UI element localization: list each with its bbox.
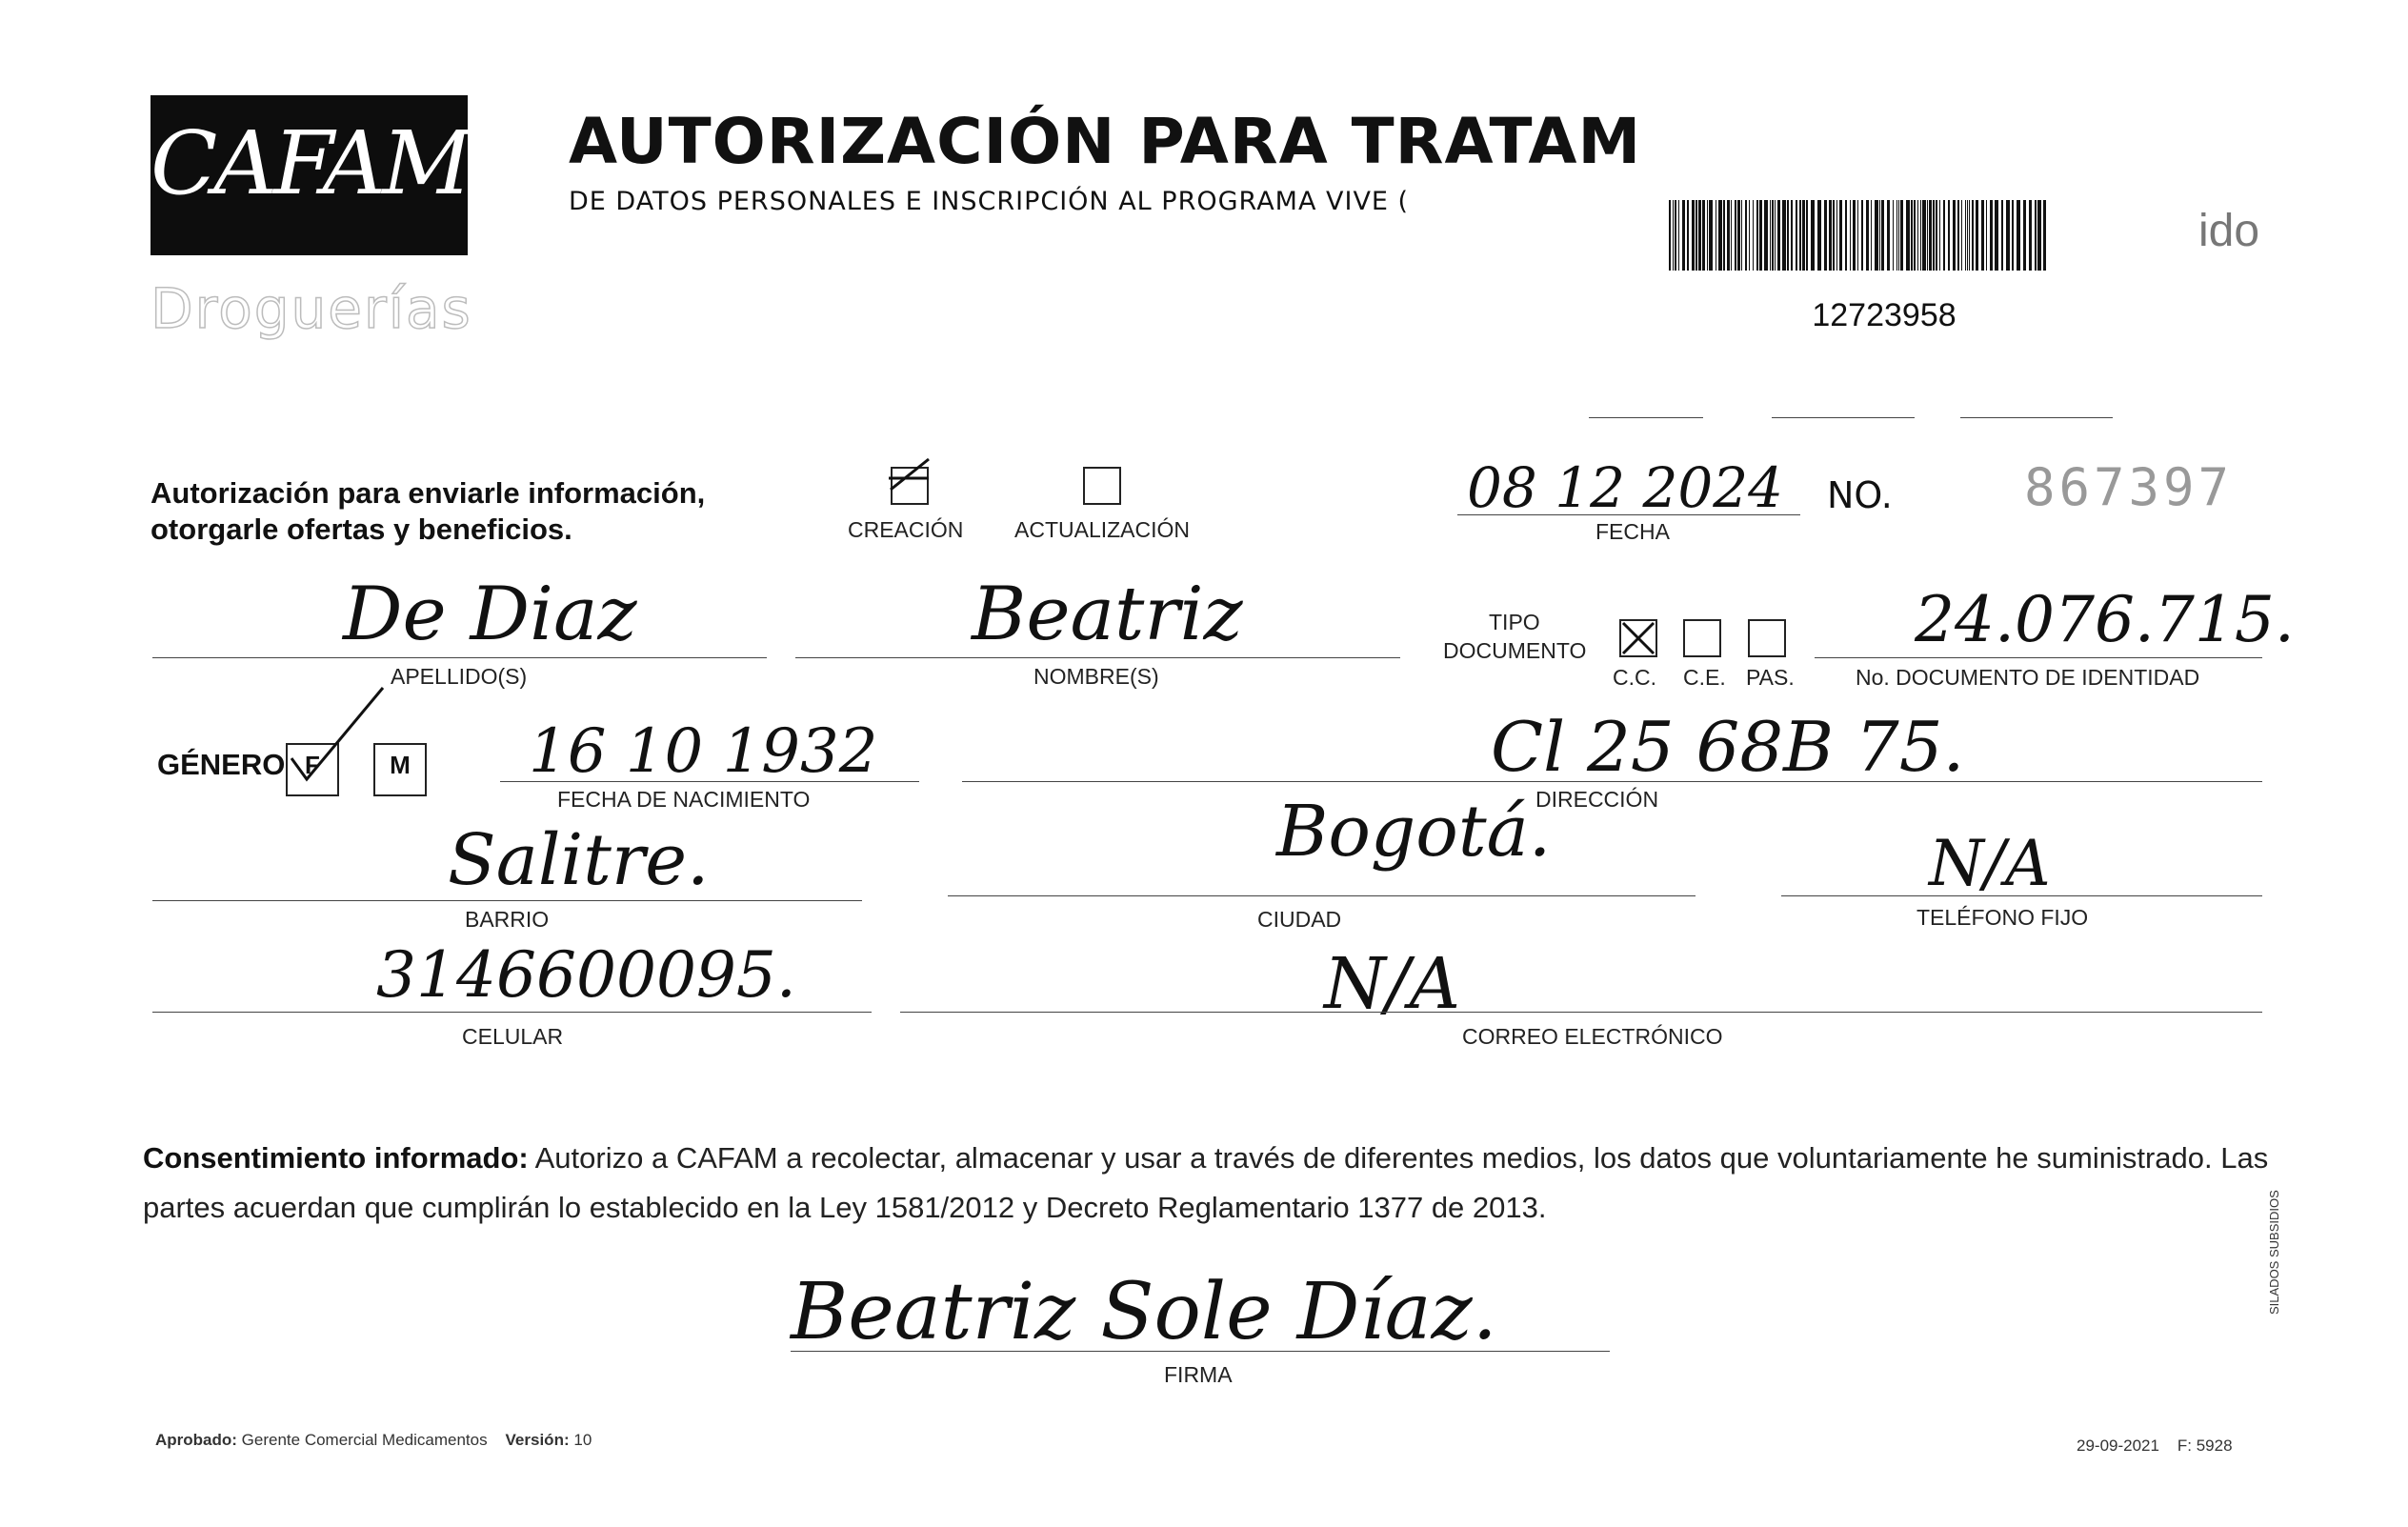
barcode-bar [1687, 200, 1689, 271]
barcode-bar [1995, 200, 1998, 271]
ciudad-label: CIUDAD [1257, 907, 1342, 932]
ce-label: C.E. [1683, 665, 1726, 690]
barcode-bar [1969, 200, 1970, 271]
barcode-bar [2035, 200, 2037, 271]
no-label: NO. [1827, 474, 1893, 516]
cafam-logo: CAFAM [150, 112, 469, 214]
consent-text: Autorizo a CAFAM a recolectar, almacenar y usar a través de diferentes medios, los datos que voluntariamente he suministrado. Las partes acuerdan que cumplirán lo establecido en la Ley 1581/2012 y Decreto Reglamentario 1377 de 2013. [143, 1141, 2269, 1224]
barcode-bar [1961, 200, 1962, 271]
barcode-bar [1853, 200, 1856, 271]
correo-label: CORREO ELECTRÓNICO [1462, 1024, 1723, 1049]
barcode-bar [1753, 200, 1754, 271]
barcode-bar [1741, 200, 1742, 271]
barcode-bar [1770, 200, 1771, 271]
fecha-line [1457, 514, 1800, 515]
actualizacion-checkbox[interactable] [1083, 467, 1121, 505]
nombre-line [795, 657, 1400, 658]
barcode-bar [1775, 200, 1776, 271]
barcode-bar [1707, 200, 1708, 271]
barcode-bar [2037, 200, 2041, 271]
barcode-bar [1906, 200, 1910, 271]
correo-value: N/A [1324, 943, 1461, 1025]
barcode-bar [1861, 200, 1863, 271]
barcode-bar [1787, 200, 1789, 271]
barcode-bar [1799, 200, 1801, 271]
tipo-documento-label-1: TIPO [1489, 610, 1540, 634]
correo-line [900, 1012, 2262, 1013]
celular-label: CELULAR [462, 1024, 564, 1049]
barcode-bar [1673, 200, 1674, 271]
x-mark-icon [1619, 619, 1657, 657]
barcode-bar [1824, 200, 1827, 271]
barcode [1669, 200, 2048, 271]
barcode-bar [1936, 200, 1937, 271]
barcode-bar [2043, 200, 2046, 271]
barcode-bar [1833, 200, 1835, 271]
signature-line [791, 1351, 1610, 1352]
tipo-documento-label-2: DOCUMENTO [1443, 638, 1587, 663]
barcode-bar [1900, 200, 1903, 271]
form-subtitle: DE DATOS PERSONALES E INSCRIPCIÓN AL PROGRAMA VIVE ( [569, 187, 1410, 216]
documento-line [1815, 657, 2262, 658]
ce-checkbox[interactable] [1683, 619, 1721, 657]
creacion-checkbox[interactable] [891, 467, 929, 505]
barcode-bar [1731, 200, 1732, 271]
barcode-bar [1917, 200, 1918, 271]
barcode-bar [1981, 200, 1984, 271]
direccion-line [962, 781, 2262, 782]
nacimiento-line [500, 781, 919, 782]
barcode-bar [2001, 200, 2003, 271]
barcode-bar [1727, 200, 1730, 271]
barcode-bar [1857, 200, 1858, 271]
aprobado-label: Aprobado: [155, 1431, 237, 1449]
pas-checkbox[interactable] [1748, 619, 1786, 657]
header-rule [1960, 417, 2113, 418]
barcode-bar [1782, 200, 1786, 271]
barcode-bar [1939, 200, 1940, 271]
cc-label: C.C. [1613, 665, 1656, 690]
pas-label: PAS. [1746, 665, 1795, 690]
genero-label: GÉNERO [157, 748, 286, 781]
barcode-bar [1756, 200, 1758, 271]
footer-date: 29-09-2021 [2077, 1437, 2159, 1455]
barcode-bar [1972, 200, 1974, 271]
barcode-bar [1871, 200, 1872, 271]
barcode-bar [1896, 200, 1897, 271]
version-value: 10 [573, 1431, 592, 1449]
barcode-bar [1682, 200, 1685, 271]
documento-label: No. DOCUMENTO DE IDENTIDAD [1856, 665, 2200, 690]
fecha-value: 08 12 2024 [1467, 455, 1784, 520]
barcode-bar [1745, 200, 1747, 271]
barcode-bar [1845, 200, 1847, 271]
cc-checkbox[interactable] [1619, 619, 1657, 657]
barcode-bar [1866, 200, 1869, 271]
barcode-bar [1764, 200, 1768, 271]
telefono-label: TELÉFONO FIJO [1916, 905, 2089, 930]
actualizacion-label: ACTUALIZACIÓN [1014, 517, 1191, 542]
telefono-line [1781, 895, 2262, 896]
ciudad-value: Bogotá. [1276, 791, 1552, 873]
barcode-bar [1759, 200, 1762, 271]
signature-label: FIRMA [1164, 1362, 1233, 1387]
apellido-value: De Diaz [343, 572, 637, 657]
barcode-bar [2006, 200, 2010, 271]
header-rule [1589, 417, 1703, 418]
barcode-bar [1791, 200, 1793, 271]
barcode-bar [1796, 200, 1797, 271]
aprobado-value: Gerente Comercial Medicamentos [241, 1431, 488, 1449]
nacimiento-value: 16 10 1932 [529, 716, 878, 787]
barcode-bar [1709, 200, 1713, 271]
barcode-bar [1967, 200, 1968, 271]
checkmark-icon [881, 452, 938, 509]
barcode-bar [1943, 200, 1945, 271]
barcode-bar [1914, 200, 1916, 271]
genero-f-label: F [305, 751, 320, 779]
barcode-bar [1829, 200, 1832, 271]
logo-subtitle: Droguerías [150, 276, 472, 341]
barrio-line [152, 900, 862, 901]
side-text: SILADOS SUBSIDIOS [2267, 1190, 2281, 1315]
barcode-bar [1976, 200, 1978, 271]
apellido-line [152, 657, 767, 658]
form-number: 867397 [2024, 457, 2234, 517]
barcode-bar [1836, 200, 1837, 271]
header-rule [1772, 417, 1915, 418]
barcode-bar [1957, 200, 1959, 271]
authorization-heading-2: otorgarle ofertas y beneficios. [150, 512, 572, 546]
barrio-value: Salitre. [448, 819, 710, 901]
barcode-bar [1811, 200, 1815, 271]
barcode-bar [1965, 200, 1966, 271]
barcode-bar [1817, 200, 1821, 271]
barcode-bar [1929, 200, 1932, 271]
consent-heading: Consentimiento informado: [143, 1141, 529, 1175]
barcode-bar [1986, 200, 1987, 271]
ciudad-line [948, 895, 1696, 896]
genero-f-checkbox[interactable] [286, 743, 339, 796]
direccion-label: DIRECCIÓN [1535, 787, 1659, 812]
barcode-bar [1933, 200, 1935, 271]
barcode-bar [1953, 200, 1956, 271]
barcode-bar [1696, 200, 1697, 271]
celular-line [152, 1012, 872, 1013]
barcode-bar [1698, 200, 1701, 271]
barcode-number: 12723958 [1812, 297, 1956, 333]
barcode-bar [1723, 200, 1725, 271]
version-label: Versión: [505, 1431, 570, 1449]
barcode-bar [1702, 200, 1705, 271]
signature: Beatriz Sole Díaz. [791, 1267, 1497, 1357]
barcode-bar [1922, 200, 1926, 271]
fecha-label: FECHA [1595, 519, 1670, 544]
barcode-bar [1879, 200, 1880, 271]
barcode-bar [1920, 200, 1921, 271]
genero-m-label: M [390, 751, 411, 779]
barcode-bar [1948, 200, 1950, 271]
barcode-bar [1675, 200, 1676, 271]
barcode-bar [1893, 200, 1894, 271]
nacimiento-label: FECHA DE NACIMIENTO [557, 787, 811, 812]
barcode-bar [1990, 200, 1993, 271]
corner-text: ido [2198, 206, 2260, 256]
barcode-bar [1692, 200, 1695, 271]
genero-m-checkbox[interactable] [373, 743, 427, 796]
barcode-bar [1850, 200, 1851, 271]
creacion-label: CREACIÓN [848, 517, 964, 542]
nombre-value: Beatriz [972, 572, 1243, 657]
barcode-bar [1718, 200, 1722, 271]
barcode-bar [1678, 200, 1679, 271]
celular-value: 3146600095. [376, 938, 796, 1012]
nombre-label: NOMBRE(S) [1033, 664, 1159, 689]
barcode-bar [1669, 200, 1671, 271]
barcode-bar [2012, 200, 2014, 271]
apellido-label: APELLIDO(S) [391, 664, 528, 689]
barcode-bar [1881, 200, 1884, 271]
consent-paragraph [143, 1134, 2277, 1233]
barcode-bar [1839, 200, 1842, 271]
footer-code: F: 5928 [2177, 1437, 2233, 1455]
barcode-bar [1911, 200, 1913, 271]
barcode-bar [1887, 200, 1890, 271]
barcode-bar [2017, 200, 2020, 271]
barcode-bar [1802, 200, 1805, 271]
barcode-bar [1927, 200, 1928, 271]
barcode-bar [1749, 200, 1750, 271]
barcode-bar [2029, 200, 2032, 271]
form-title: AUTORIZACIÓN PARA TRATAM [569, 105, 1642, 178]
barcode-bar [2023, 200, 2026, 271]
barcode-bar [1777, 200, 1780, 271]
telefono-value: N/A [1929, 827, 2051, 900]
authorization-heading-1: Autorización para enviarle información, [150, 476, 706, 510]
footer-date-code [2077, 1437, 2233, 1456]
direccion-value: Cl 25 68B 75. [1491, 707, 1965, 787]
barcode-bar [1875, 200, 1878, 271]
barcode-bar [1772, 200, 1774, 271]
footer-approval [155, 1431, 592, 1450]
barcode-bar [1806, 200, 1808, 271]
barcode-bar [1737, 200, 1740, 271]
barcode-bar [1898, 200, 1899, 271]
documento-value: 24.076.715. [1915, 583, 2295, 656]
barrio-label: BARRIO [465, 907, 550, 932]
barcode-bar [1735, 200, 1736, 271]
